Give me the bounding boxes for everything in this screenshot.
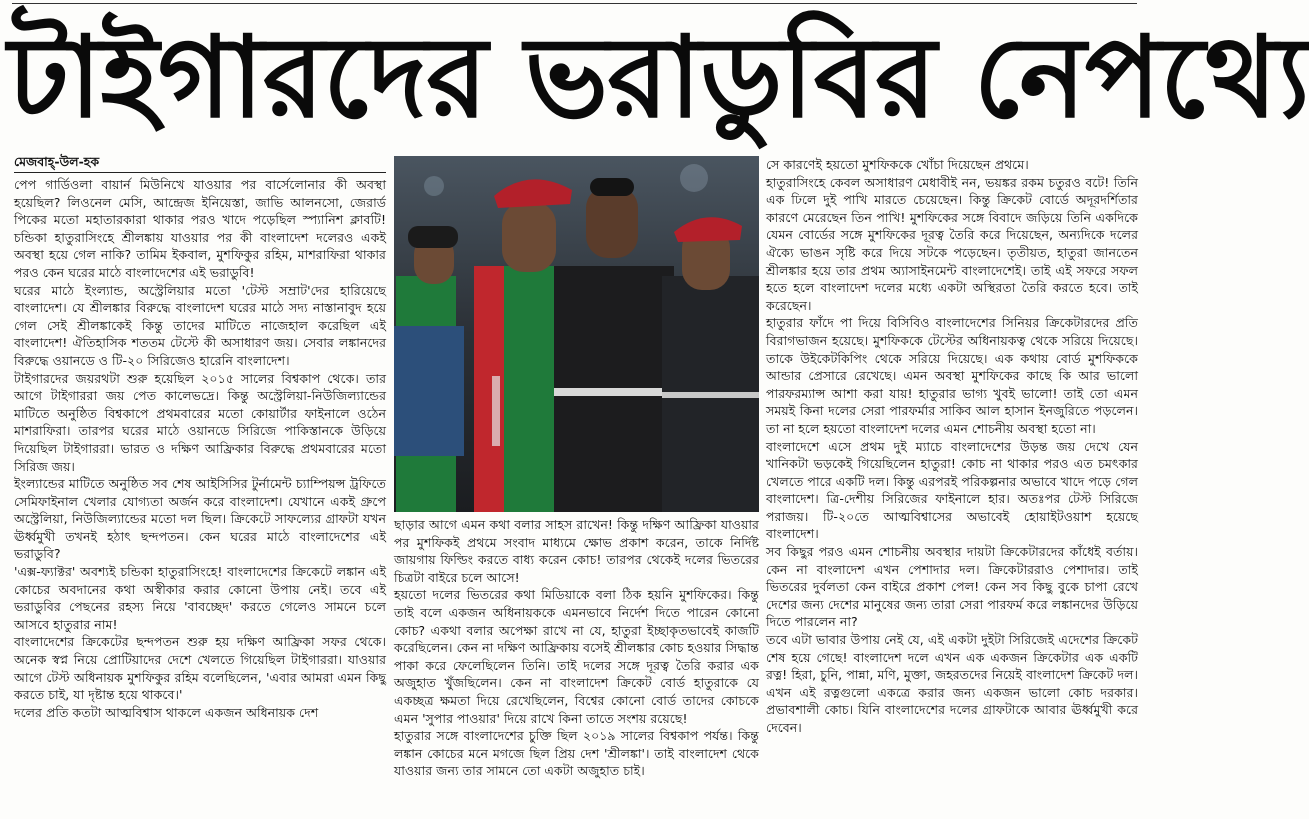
- byline: মেজবাহ্-উল-হক: [14, 154, 100, 169]
- paragraph: হাতুরার সঙ্গে বাংলাদেশের চুক্তি ছিল ২০১৯ সালের বিশ্বকাপ পর্যন্ত। কিন্তু লঙ্কান কোচের মনে মগজে ছিল প্রিয় দেশ 'শ্রীলঙ্কা'। তাই বাংলাদেশ থেকে যাওয়ার জন্য তার সামনে তো একটা অজুহাত চাই।: [394, 728, 759, 779]
- paragraph: বাংলাদেশের ক্রিকেটের ছন্দপতন শুরু হয় দক্ষিণ আফ্রিকা সফর থেকে। অনেক স্বপ্ন নিয়ে প্রোটিয়াদের দেশে খেলতে গিয়েছিল টাইগাররা। যাওয়ার আগে টেস্ট অধিনায়ক মুশফিকুর রহিম বলেছিলেন, 'এবার আমরা এমন কিছু করতে চাই, যা দৃষ্টান্ত হয়ে থাকবে।': [14, 634, 386, 703]
- paragraph: ঘরের মাঠে ইংল্যান্ড, অস্ট্রেলিয়ার মতো 'টেস্ট সম্রাট'দের হারিয়েছে বাংলাদেশ। যে শ্রীলঙ্কার বিরুদ্ধে বাংলাদেশ ঘরের মাঠে সদ্য নাস্তানাবুদ হয়ে গেল সেই শ্রীলঙ্কাকেই কিন্তু তাদের মাটিতে নাজেহাল করেছিল এই বাংলাদেশ! ঐতিহাসিক শততম টেস্টে কী অসাধারণ জয়। সেবার লঙ্কানদের বিরুদ্ধে ওয়ানডে ও টি-২০ সিরিজেও হারেনি বাংলাদেশ।: [14, 282, 386, 368]
- top-rule: [12, 3, 1137, 4]
- paragraph: দলের প্রতি কতটা আত্মবিশ্বাস থাকলে একজন অধিনায়ক দেশ: [14, 704, 319, 720]
- article-column-1: [14, 176, 386, 818]
- headline: টাইগারদের ভরাডুবির নেপথ্যে: [8, 13, 1309, 143]
- article-column-2: [394, 516, 759, 818]
- paragraph: হয়তো দলের ভিতরের কথা মিডিয়াকে বলা ঠিক হয়নি মুশফিকের। কিন্তু তাই বলে একজন অধিনায়ককে এমনভাবে নির্দেশ দিতে পারেন কোনো কোচ? একথা বলার অপেক্ষা রাখে না যে, হাতুরা ইচ্ছাকৃতভাবেই কাজটি করেছিলেন। কেন না দক্ষিণ আফ্রিকায় বসেই শ্রীলঙ্কার কোচ হওয়ার সিদ্ধান্ত পাকা করে ফেলেছিলেন তিনি। তাই দলের সঙ্গে দূরত্ব তৈরি করার এক অজুহাত খুঁজছিলেন। কেন না বাংলাদেশ ক্রিকেট বোর্ড হাতুরাকে যে একচ্ছত্র ক্ষমতা দিয়ে রেখেছিলেন, বিশ্বের কোনো বোর্ড তাদের কোচকে এমন 'সুপার পাওয়ার' দিয়ে রাখে কিনা তাতে সংশয় রয়েছে!: [394, 587, 759, 726]
- players-illustration: [394, 156, 759, 512]
- paragraph: হাতুরাসিংহে কেবল অসাধারণ মেধাবীই নন, ভয়ঙ্কর রকম চতুরও বটে! তিনি এক ঢিলে দুই পাখি মারতে চেয়েছেন। কিন্তু ক্রিকেট বোর্ডে অদূরদর্শিতার কারণে মেরেছেন তিন পাখি! মুশফিকের সঙ্গে বিবাদে জড়িয়ে তিনি একদিকে যেমন বোর্ডের সঙ্গে মুশফিকের দূরত্ব তৈরি করে দিয়েছেন, অন্যদিকে দলের ঐক্যে ভাঙন সৃষ্টি করে দিয়ে সটকে পড়েছেন। তৃতীয়ত, হাতুরা জানতেন শ্রীলঙ্কার হয়ে তার প্রথম অ্যাসাইনমেন্ট বাংলাদেশেই। তাই এই সফরে সফল হতে হলে বাংলাদেশ দলের মধ্যে একটা অস্থিরতা তৈরি করতে হবে। তাই করেছেন।: [766, 174, 1138, 313]
- paragraph: 'এক্স-ফ্যাক্টর' অবশ্যই চন্ডিকা হাতুরাসিংহে! বাংলাদেশের ক্রিকেটে লঙ্কান এই কোচের অবদানের কথা অস্বীকার করার কোনো উপায় নেই। তবে এই ভরাডুবির পেছনের রহস্য নিয়ে 'বাবচ্ছেদ' করতে গেলেও সামনে চলে আসবে হাতুরার নাম!: [14, 564, 386, 632]
- paragraph: হাতুরার ফাঁদে পা দিয়ে বিসিবিও বাংলাদেশের সিনিয়র ক্রিকেটারদের প্রতি বিরাগভাজন হয়েছে। মুশফিককে টেস্টের অধিনায়কত্ব থেকে সরিয়ে দিয়েছে। তাকে উইকেটকিপিং থেকে সরিয়ে দিয়েছে। এক কথায় বোর্ড মুশফিককে আন্ডার প্রেসারে রেখেছে। এমন অবস্থা মুশফিকের কাছে কি আর ভালো পারফরম্যান্স আশা করা যায়! হাতুরার ভাগ্য খুবই ভালো! তাই তো এমন সময়ই কিনা দলের সেরা পারফর্মার সাকিব আল হাসান ইনজুরিতে পড়লেন। তা না হলে হয়তো বাংলাদেশ দলের এমন শোচনীয় অবস্থা হতো না।: [766, 315, 1138, 436]
- paragraph: তবে এটা ভাবার উপায় নেই যে, এই একটা দুইটা সিরিজেই এদেশের ক্রিকেট শেষ হয়ে গেছে! বাংলাদেশ দলে এখন এক একজন ক্রিকেটার এক একটি রত্ন! হিরা, চুনি, পান্না, মণি, মুক্তা, জহরতদের নিয়েই বাংলাদেশ ক্রিকেট দল। এখন এই রত্নগুলো একত্রে করার জন্য একজন ভালো কোচ দরকার। প্রভাবশালী কোচ। যিনি বাংলাদেশের দলের গ্রাফটাকে আবার ঊর্ধ্বমুখী করে দেবেন।: [766, 632, 1138, 735]
- paragraph: ইংল্যান্ডের মাটিতে অনুষ্ঠিত সব শেষ আইসিসির টুর্নামেন্ট চ্যাম্পিয়ন্স ট্রফিতে সেমিফাইনাল খেলার যোগ্যতা অর্জন করে বাংলাদেশ। যেখানে একই গ্রুপে অস্ট্রেলিয়া, নিউজিল্যান্ডের মতো দল ছিল। ক্রিকেটে সাফল্যের গ্রাফটা যখন ঊর্ধ্বমুখী তখনই হঠাৎ ছন্দপতন। কেন ঘরের মাঠে বাংলাদেশের এই ভরাডুবি?: [14, 476, 386, 562]
- byline-rule: [14, 172, 386, 173]
- paragraph: বাংলাদেশে এসে প্রথম দুই ম্যাচে বাংলাদেশের উড়ন্ত জয় দেখে যেন খানিকটা ভড়কেই গিয়েছিলেন হাতুরা! কোচ না থাকার পরও এত চমৎকার খেলতে পারে একটি দল। কিন্তু এরপরই পরিকল্পনার অভাবে খাদে পড়ে গেল বাংলাদেশ। ত্রি-দেশীয় সিরিজের ফাইনালে হার। অতঃপর টেস্ট সিরিজে পরাজয়। টি-২০তে আত্মবিশ্বাসের অভাবেই হোয়াইটওয়াশ হয়েছে বাংলাদেশ।: [766, 438, 1138, 542]
- article-column-3: [766, 156, 1138, 818]
- paragraph: পেপ গার্ডিওলা বায়ার্ন মিউনিখে যাওয়ার পর বার্সেলোনার কী অবস্থা হয়েছিল? লিওনেল মেসি, আন্দ্রেজ ইনিয়েস্তা, জাভি আলনসো, জেরার্ড পিকের মতো মহাতারকারা থাকার পরও খাদে পড়েছিল স্প্যানিশ ক্লাবটি! চন্ডিকা হাতুরাসিংহে শ্রীলঙ্কায় যাওয়ার পর কী বাংলাদেশ দলেরও একই অবস্থা হয়ে গেল নাকি? তামিম ইকবাল, মুশফিকুর রহিম, মাশরাফিরা থাকার পরও কেন ঘরের মাঠে বাংলাদেশের এই ভরাডুবি!: [14, 177, 386, 280]
- team-photo: [394, 156, 759, 512]
- paragraph: সব কিছুর পরও এমন শোচনীয় অবস্থার দায়টা ক্রিকেটারদের কাঁধেই বর্তায়। কেন না বাংলাদেশ এখন পেশাদার দল। ক্রিকেটাররাও পেশাদার। তাই ভিতরের দুর্বলতা কেন বাইরে প্রকাশ পেল! কেন সব কিছু বুকে চাপা রেখে দেশের জন্য দেশের মানুষের জন্য তারা সেরা পারফর্ম করে লঙ্কানদের উড়িয়ে দিতে পারলেন না?: [766, 544, 1138, 630]
- paragraph: টাইগারদের জয়রথটা শুরু হয়েছিল ২০১৫ সালের বিশ্বকাপ থেকে। তার আগে টাইগাররা জয় পেত কালেভদ্রে। কিন্তু অস্ট্রেলিয়া-নিউজিল্যান্ডের মাটিতে অনুষ্ঠিত বিশ্বকাপে প্রথমবারের মতো কোয়ার্টার ফাইনালে ওঠেন মাশরাফিরা। তারপর ঘরের মাঠে ওয়ানডে সিরিজে পাকিস্তানকে উড়িয়ে দিয়েছিল টাইগাররা। ভারত ও দক্ষিণ আফ্রিকার বিরুদ্ধে প্রথমবারের মতো সিরিজ জয়।: [14, 370, 386, 474]
- paragraph: ছাড়ার আগে এমন কথা বলার সাহস রাখেন! কিন্তু দক্ষিণ আফ্রিকা যাওয়ার পর মুশফিকই প্রথমে সংবাদ মাধ্যমে ক্ষোভ প্রকাশ করেন, তাকে নির্দিষ্ট জায়গায় ফিল্ডিং করতে বাধ্য করেন কোচ! তারপর থেকেই দলের ভিতরের চিত্রটা বাইরে চলে আসে!: [394, 517, 759, 585]
- paragraph: সে কারণেই হয়তো মুশফিককে খোঁচা দিয়েছেন প্রথমে।: [766, 157, 1029, 172]
